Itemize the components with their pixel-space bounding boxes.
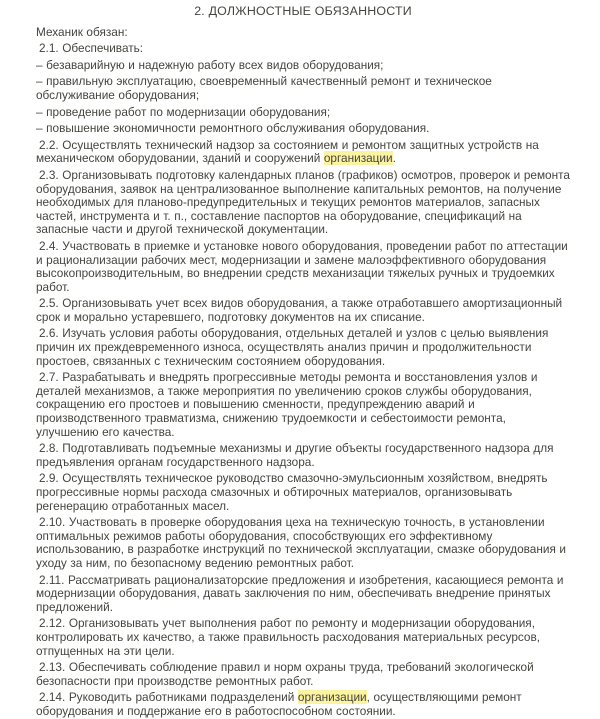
text-segment: 2.3. Организовывать подготовку календарных планов (графиков) осмотров, проверок и ремонта оборудования, заявок на централизованное выполнение капитальных ремонтов, на получение необходимых для планово-предупредительных и текущих ремонтов материалов, запасных частей, инструмента и т. п., составление паспортов на оборудование, спецификаций на запасные части и другой технической документации. [36,167,570,237]
text-segment: – проведение работ по модернизации оборудования; [36,104,331,119]
clause-2-14 [36,691,570,718]
document-title: 2. ДОЛЖНОСТНЫЕ ОБЯЗАННОСТИ [194,4,412,18]
text-segment: 2.1. Обеспечивать: [39,41,144,56]
text-segment: 2.9. Осуществлять техническое руководство смазочно-эмульсионным хозяйством, внедрять прогрессивные нормы расхода смазочных и обтирочных материалов, организовывать регенерацию отработанных масел. [36,471,548,513]
clause-2-6 [36,327,570,368]
clause-2-1 [36,42,570,56]
highlighted-term: организации [323,151,393,166]
text-segment: . [392,151,396,166]
clause-2-4 [36,240,570,294]
text-segment: 2.5. Организовывать учет всех видов оборудования, а также отработавшего амортизационный срок и морально устаревшего, подготовку документов на их списание. [36,296,563,324]
clause-2-11 [36,574,570,615]
document-body [36,26,570,719]
highlighted-term: организации [297,690,367,705]
bullet-3 [36,106,570,120]
clause-2-12 [36,617,570,658]
text-segment: 2.13. Обеспечивать соблюдение правил и норм охраны труда, требований экологической безопасности при производстве ремонтных работ. [36,660,534,688]
text-segment: , осуществляющими ремонт оборудования и поддержание его в работоспособном состоянии. [36,690,522,718]
text-segment: – правильную эксплуатацию, своевременный качественный ремонт и техническое обслуживание оборудования; [36,74,492,102]
text-segment: 2.2. Осуществлять технический надзор за состоянием и ремонтом защитных устройств на механическом оборудовании, зданий и сооружений [36,137,539,166]
text-segment: 2.14. Руководить работниками подразделений [39,690,298,705]
text-segment: 2.8. Подготавливать подъемные механизмы и другие объекты государственного надзора для предъявления органам государственного надзора. [36,441,554,469]
intro-line [36,26,570,40]
bullet-2 [36,75,570,102]
text-segment: – безаварийную и надежную работу всех видов оборудования; [36,57,384,72]
clause-2-8 [36,442,570,469]
bullet-1 [36,59,570,73]
text-segment: 2.12. Организовывать учет выполнения работ по ремонту и модернизации оборудования, контролировать их качество, а также правильность расходования материальных ресурсов, отпущенных на эти цели. [36,616,541,658]
text-segment: 2.7. Разрабатывать и внедрять прогрессивные методы ремонта и восстановления узлов и деталей механизмов, а также мероприятия по увеличению сроков службы оборудования, сокращению его простоев и повышению сменности, предупреждению аварий и производственного травматизма, снижению трудоемкости и себестоимости ремонта, улучшению его качества. [36,370,538,439]
clause-2-13 [36,661,570,688]
clause-2-3 [36,169,570,237]
text-segment: 2.6. Изучать условия работы оборудования, отдельных деталей и узлов с целью выявления причин их преждевременного износа, осуществлять анализ причин и продолжительности простоев, связанных с техническим состоянием оборудования. [36,326,549,368]
clause-2-9 [36,472,570,513]
text-segment: 2.10. Участвовать в проверке оборудования цеха на техническую точность, в установлении оптимальных режимов работы оборудования, способствующих его эффективному использованию, в разработке инструкций по технической эксплуатации, смазке оборудования и уходу за ним, по безопасному ведению ремонтных работ. [36,515,567,570]
clause-2-5 [36,297,570,324]
clause-2-10 [36,516,570,570]
text-segment: 2.11. Рассматривать рационализаторские предложения и изобретения, касающиеся ремонта и модернизации оборудования, давать заключения по ним, обеспечивать внедрение принятых предложений. [36,572,564,614]
text-segment: 2.4. Участвовать в приемке и установке нового оборудования, проведении работ по аттестации и рационализации рабочих мест, модернизации и замене малоэффективного оборудования высокопроизводительным, во внедрении средств механизации тяжелых ручных и трудоемких работ. [36,238,568,294]
bullet-4 [36,122,570,136]
text-segment: – повышение экономичности ремонтного обслуживания оборудования. [36,121,430,136]
clause-2-7 [36,371,570,439]
text-segment: Механик обязан: [36,24,128,39]
clause-2-2 [36,139,570,166]
